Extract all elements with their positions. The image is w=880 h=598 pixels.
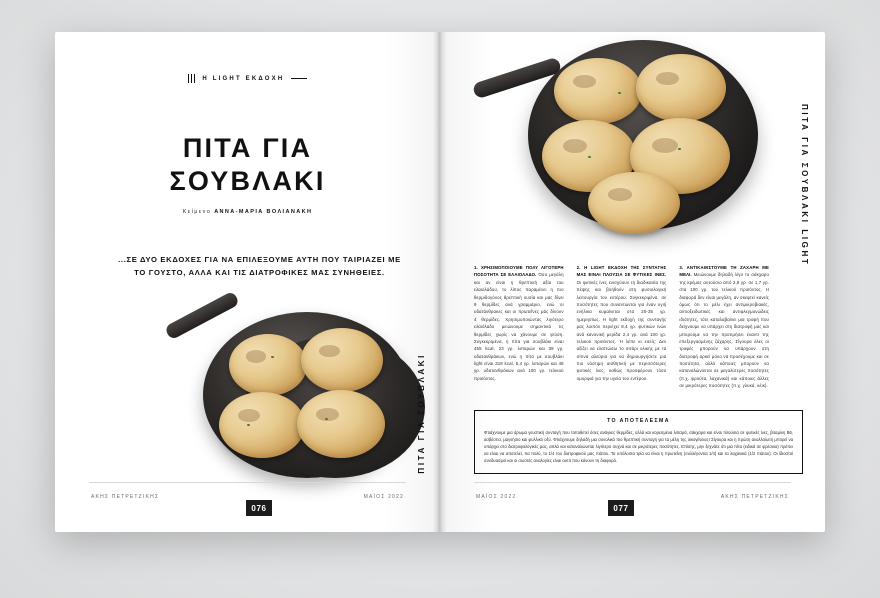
- result-box-body: Φτιάχνουμε μια άρωμα γευστική συνταγή που τοποθετεί όσες ανάγκες θερμίδες, αλλά και κορεσμένα λιπαρά, σάκχαρα και είναι πλούσια σε φυτικές ίνες, βιταμίνη Β6, ασβέστιο, μαγνήσιο και φυλλικό οξύ. Φτιάχνουμε δηλαδή μια συνολικά πιο θρεπτική συνταγή για τα μέλη της οικογένειας! Σίγουρα και η πρώτη αναλλοίωτη μπορεί να υπάρχει στο διατροφολογικές μας, απλά και καταναλώνεται λιγότερο συχνά και σε μικρότερες ποσότητες. Επίσης, μην ξεχνάτε ότι μια πίτα (ειδικά σε φρέσκια) πρέπει να είναι να αποτελεί, πα πολύ, το 1/4 του διατροφικού μας πιάτου. Τα υπόλοιπα τρία να είναι η πρωτεΐνη (συλλέγονται 1/4) και τα λαχανικά (1/2 πιάτου). Οι ίδιοστοί συνδυασμοί και οι σωστές αναλογίες είναι αυτό που κάνουν τη διαφορά.: [484, 429, 793, 463]
- herb-garnish: [325, 418, 328, 420]
- standfirst: ...ΣΕ ΔΥΟ ΕΚΔΟΧΕΣ ΓΙΑ ΝΑ ΕΠΙΛΕΞΟΥΜΕ ΑΥΤΗ ΠΟΥ ΤΑΙΡΙΑΖΕΙ ΜΕ ΤΟ ΓΟΥΣΤΟ, ΑΛΛΑ ΚΑΙ ΤΙΣ ΔΙΑΤΡΟΦΙΚΕΣ ΜΑΣ ΣΥΝΗΘΕΙΕΣ.: [118, 255, 401, 277]
- result-box-title: ΤΟ ΑΠΟΤΕΛΕΣΜΑ: [607, 417, 670, 424]
- folio-rule: [474, 482, 791, 483]
- herb-garnish: [247, 424, 250, 426]
- right-page: [440, 32, 825, 532]
- body-columns: [474, 264, 769, 390]
- body-column: [474, 264, 564, 390]
- herb-garnish: [271, 356, 274, 358]
- page-title: [95, 132, 400, 198]
- folio-rule: [89, 482, 406, 483]
- pita-bread: [636, 54, 726, 122]
- pita-bread: [297, 390, 385, 458]
- kicker-bars-icon: [188, 74, 196, 83]
- folio-right-label: ΜΑΪΟΣ 2022: [363, 494, 404, 500]
- byline-prefix: Κείμενο: [182, 209, 212, 215]
- page-number-right: 077: [608, 500, 634, 516]
- kicker-rule: [291, 78, 307, 79]
- folio-left-label: ΑΚΗΣ ΠΕΤΡΕΤΖΙΚΗΣ: [91, 494, 160, 500]
- pita-bread: [229, 334, 307, 396]
- herb-garnish: [678, 148, 681, 150]
- byline: [55, 209, 440, 215]
- column-body: Όσο μεγάλη και αν είναι η θρεπτική αξία του ελαιολάδου, το λίπος παραμένει η πιο θερμιδογόνος θρεπτική ουσία και μας δίνει 9 θερμίδες ανά γραμμάριο, ενώ οι υδατάνθρακες και οι πρωτεΐνες μάς δίνουν 4 θερμίδες. Χρησιμοποιώντας λιγότερο ελαιόλαδο μειώνουμε σημαντικά τις θερμίδες χωρίς να χάνουμε σε γεύση. Συγκεκριμένα, η πίτα για σουβλάκι είναι 455 kcal, 23 γρ. λιπαρών και 39 γρ. υδατανθράκων, ενώ η πίτα με σουβλάκι light είναι 318 kcal, 5,4 γρ. λιπαρών και 48 γρ. υδατανθράκων ανά 100 γρ. τελικού προϊόντος.: [474, 272, 564, 381]
- left-page: [55, 32, 440, 532]
- pan-body: [203, 312, 411, 478]
- column-heading: 3. ΑΝΤΙΚΑΘΙΣΤΟΥΜΕ ΤΗ ΖΑΧΑΡΗ ΜΕ ΜΕΛΙ.: [679, 265, 770, 278]
- pan-handle: [164, 291, 240, 341]
- side-tab-right: ΠΙΤΑ ΓΙΑ ΣΟΥΒΛΑΚΙ LIGHT: [800, 104, 809, 267]
- left-page-kicker: [55, 74, 440, 83]
- column-heading: 1. ΧΡΗΣΙΜΟΠΟΙΟΥΜΕ ΠΟΛΥ ΛΙΓΟΤΕΡΗ ΠΟΣΟΤΗΤΑ ΣΕ ΕΛΑΙΟΛΑΔΟ.: [474, 265, 564, 278]
- pita-bread: [554, 58, 642, 124]
- column-body: Οι φυτικές ίνες ενισχύουν τη διαδικασία της πέψης και βοηθούν στη φυσιολογική λειτουργία του εντέρου. Συγκεκριμένα, σε ποσότητες που συναντώνται για έναν υγιή ενήλικα κυμαίνεται στα 20-35 γρ. ημερησίως. Η light εκδοχή της συνταγής μας λοιπόν περιέχει 8,4 γρ. φυτικών ινών ανά κανονική μερίδα 2,4 γρ. ανά 100 γρ. τελικού προϊόντος. Ή λέπε κι εσείς: Δεν αξίζει να ελαττώσω το σιτάρι ολικής με τα σίτινα αλεύρια για να δημιουργήσετε μια πιο νόστιμη αισθητική με περισσότερες φυτικές ίνες, καθώς προσφέρουν τόσο ομορφιά για την υγεία του εντέρου.: [576, 279, 667, 381]
- pita-bread: [588, 172, 680, 234]
- side-tab-left: ΠΙΤΑ ΓΙΑ ΣΟΥΒΛΑΚΙ: [417, 353, 426, 474]
- body-column: [679, 264, 769, 390]
- folio-right-label: ΑΚΗΣ ΠΕΤΡΕΤΖΙΚΗΣ: [720, 494, 789, 500]
- skillet-photo-left: [175, 300, 427, 490]
- byline-author: ΑΝΝΑ-ΜΑΡΙΑ ΒΟΛΙΑΝΑΚΗ: [214, 209, 313, 215]
- body-column: [577, 264, 667, 390]
- folio-left-label: ΜΑΪΟΣ 2022: [476, 494, 517, 500]
- title-line-2: ΣΟΥΒΛΑΚΙ: [169, 165, 326, 196]
- column-heading: 2. Η LIGHT ΕΚΔΟΧΗ ΤΗΣ ΣΥΝΤΑΓΗΣ ΜΑΣ ΕΙΝΑΙ ΠΛΟΥΣΙΑ ΣΕ ΦΥΤΙΚΕΣ ΙΝΕΣ.: [576, 265, 667, 278]
- kicker-label: Η LIGHT ΕΚΔΟΧΗ: [202, 75, 285, 82]
- herb-garnish: [618, 92, 621, 94]
- pita-bread: [301, 328, 383, 392]
- skillet-photo-right: [468, 52, 768, 247]
- page-number-left: 076: [246, 500, 272, 516]
- herb-garnish: [588, 156, 591, 158]
- column-body: Μειώνουμε δηλαδή λίγο το σάκχαρο της κρέμας αυτούσιο από 2,8 γρ. σε 1,7 γρ. στα 100 γρ. του τελικού προϊόντος. Η διαφορά δεν είναι μεγάλη, αν σκεφτεί κανείς όμως ότι το μέλι έχει αντιμικροβιακές, αντιοξειδωτικές και αντιφλεγμονώδεις ιδιότητες, τότε καταλαβαίνει μια τροφή που δείχνουμε να υπάρχει στη διατροφή μας και μπορούμε να την προτιμήσει έναντι της επεξεργασμένης ζάχαρης. Σίγουρα όλες οι τροφές μπορούν να υπάρχουν στη διατροφή αρκεί μόνο να προσέχουμε και σε ποσότητα, αλλά κάποιες μπορούν να καταναλώνονται σε μεγαλύτερες ποσότητες (π.χ. φρούτα, λαχανικά) και κάποιες άλλες σε μικρότερες ποσότητες (π.χ. γλυκά, κέικ).: [679, 272, 770, 389]
- title-line-1: ΠΙΤΑ ΓΙΑ: [182, 133, 313, 163]
- result-callout-box: [474, 410, 803, 474]
- pita-bread: [219, 392, 305, 458]
- magazine-spread: [55, 32, 825, 532]
